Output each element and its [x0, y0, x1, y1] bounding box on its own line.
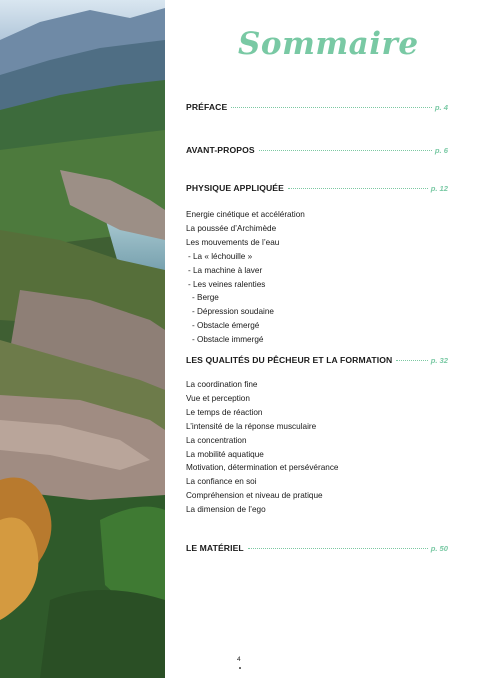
toc-item-list-physique: [186, 208, 448, 347]
toc-section-row: [186, 355, 448, 365]
dot-leader: [231, 107, 432, 108]
toc-page-number: p. 50: [430, 544, 448, 553]
toc-section-preface[interactable]: [186, 102, 448, 112]
toc-item[interactable]: La coordination fine: [186, 380, 258, 389]
landscape-photo: [0, 0, 165, 678]
dot-leader: [259, 150, 432, 151]
dot-leader: [288, 188, 428, 189]
toc-item-list-qualites: [186, 378, 448, 517]
toc-item[interactable]: - Obstacle immergé: [192, 335, 264, 345]
toc-section-avant-propos[interactable]: [186, 145, 448, 155]
toc-page-number: p. 12: [430, 184, 448, 193]
toc-section-materiel[interactable]: [186, 543, 448, 553]
toc-item[interactable]: La mobilité aquatique: [186, 449, 264, 459]
toc-section-row: [186, 102, 448, 112]
toc-item[interactable]: Compréhension et niveau de pratique: [186, 491, 323, 501]
toc-page-number: p. 6: [434, 146, 448, 155]
toc-section-title: LE MATÉRIEL: [186, 543, 244, 553]
toc-section-row: [186, 145, 448, 155]
toc-item[interactable]: La concentration: [186, 435, 247, 445]
toc-item[interactable]: La dimension de l’ego: [186, 505, 266, 515]
toc-item[interactable]: Les mouvements de l’eau: [186, 237, 280, 247]
toc-section-title: PRÉFACE: [186, 102, 228, 112]
toc-item[interactable]: - Berge: [192, 293, 219, 303]
toc-page-number: p. 32: [430, 356, 448, 365]
dot-leader: [396, 360, 427, 361]
toc-item[interactable]: - Dépression soudaine: [192, 307, 274, 317]
toc-section-title: LES QUALITÉS DU PÊCHEUR ET LA FORMATION: [186, 355, 393, 365]
toc-section-title: PHYSIQUE APPLIQUÉE: [186, 183, 284, 193]
toc-section-title: AVANT-PROPOS: [186, 145, 255, 155]
toc-item[interactable]: Energie cinétique et accélération: [186, 210, 305, 219]
toc-item[interactable]: - La « léchouille »: [188, 251, 253, 261]
toc-section-qualites-pecheur[interactable]: [186, 355, 448, 365]
dot-leader: [248, 548, 428, 549]
folio-dot: [239, 667, 241, 669]
toc-page-number: p. 4: [434, 103, 448, 112]
toc-item[interactable]: L’intensité de la réponse musculaire: [186, 421, 317, 431]
toc-item[interactable]: - La machine à laver: [188, 265, 263, 275]
toc-item[interactable]: La poussée d’Archimède: [186, 223, 277, 233]
toc-item[interactable]: - Obstacle émergé: [192, 321, 260, 331]
toc-item[interactable]: Vue et perception: [186, 393, 250, 403]
toc-item[interactable]: Motivation, détermination et persévérance: [186, 463, 339, 473]
toc-section-physique-appliquee[interactable]: [186, 183, 448, 193]
toc-item[interactable]: La confiance en soi: [186, 477, 257, 487]
toc-item[interactable]: Le temps de réaction: [186, 407, 263, 417]
toc-section-row: [186, 183, 448, 193]
toc-item[interactable]: - Les veines ralenties: [188, 279, 266, 289]
page-title: Sommaire: [238, 26, 419, 62]
toc-section-row: [186, 543, 448, 553]
page-folio: 4: [237, 656, 241, 663]
